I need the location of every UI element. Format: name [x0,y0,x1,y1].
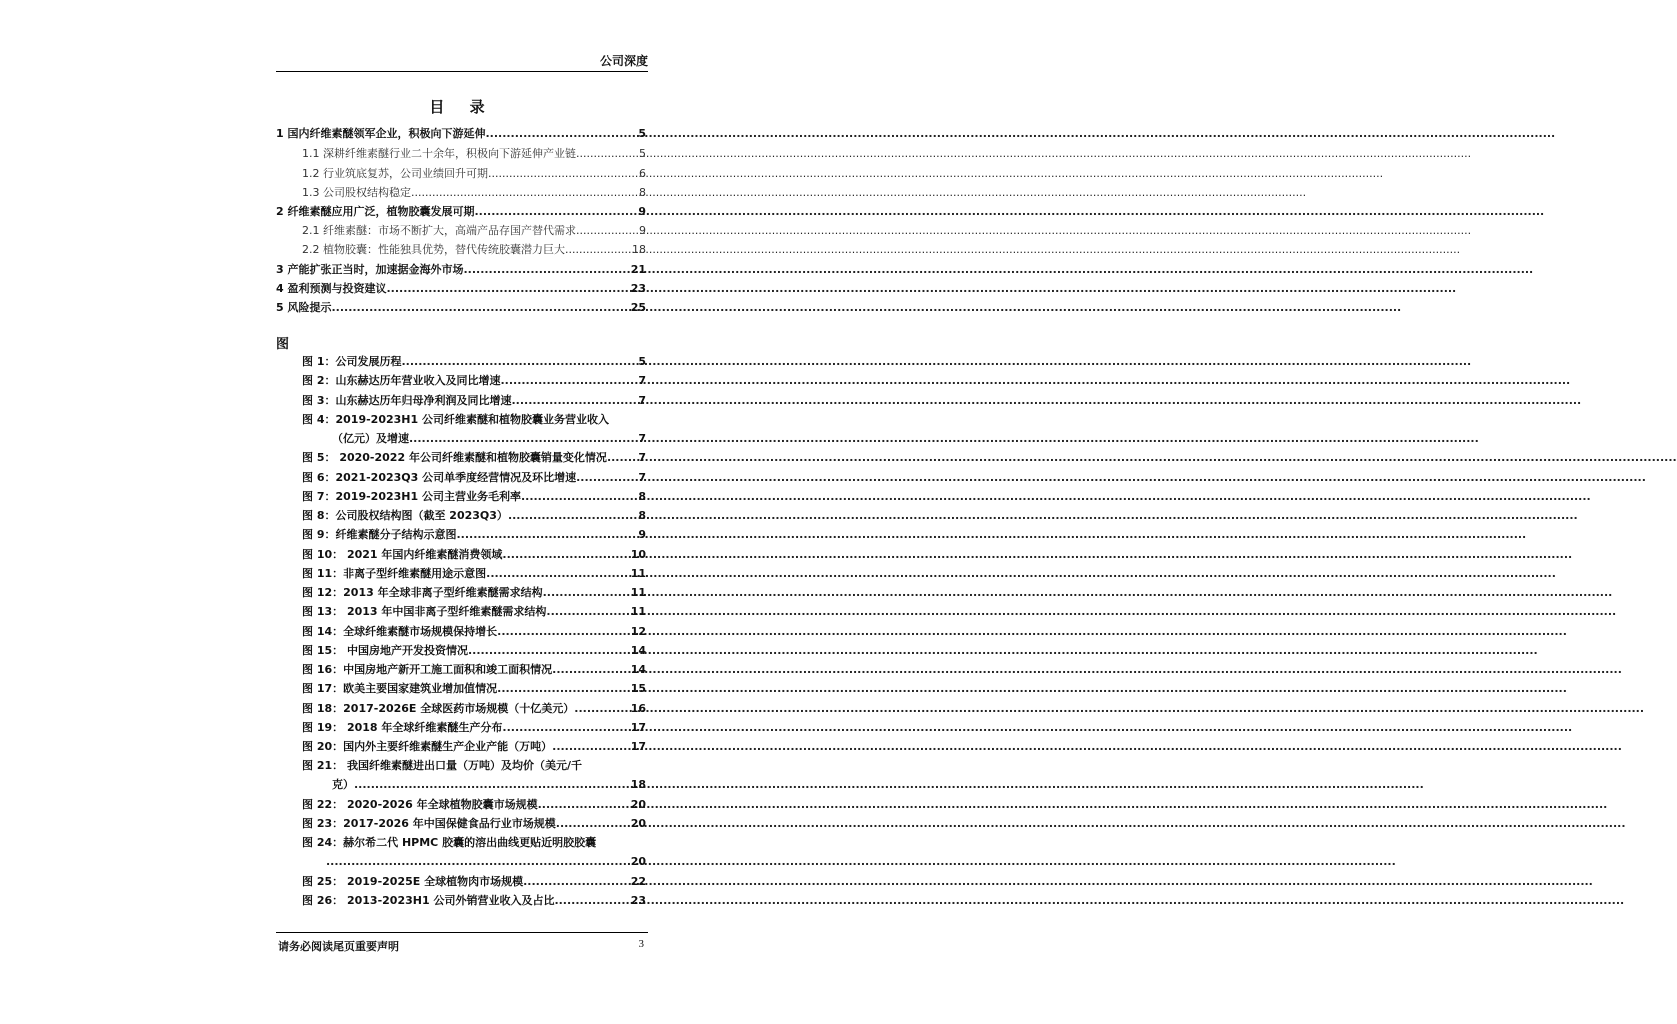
leader-dots [552,662,630,678]
figure-entry[interactable] [302,874,646,890]
header-divider [276,71,648,72]
figure-entry-label: 图 14：全球纤维素醚市场规模保持增长 [302,625,498,638]
figure-entry[interactable] [302,701,646,717]
figure-entry[interactable] [302,604,646,620]
leader-dots [386,281,629,297]
toc-entry-page: 5 [638,127,646,140]
toc-entry-page: 25 [630,301,646,314]
toc-entry[interactable] [302,166,646,182]
figure-entry[interactable] [302,643,646,659]
figure-entry-label: 图 16：中国房地产新开工施工面积和竣工面积情况 [302,663,553,676]
figure-entry-page: 11 [630,605,646,618]
toc-entry-page: 23 [630,282,646,295]
leader-dots [497,681,630,697]
toc-entry-label: 5 风险提示 [276,301,332,314]
toc-entry[interactable] [302,223,646,239]
figure-entry-page: 11 [630,586,646,599]
leader-dots [607,450,637,466]
figure-entry-page: 10 [630,548,646,561]
leader-dots [497,624,630,640]
figure-entry[interactable] [302,527,646,543]
figure-entry-page: 23 [630,894,646,907]
figure-entry-label[interactable]: 图 24：赫尔希二代 HPMC 胶囊的溶出曲线更贴近明胶胶囊 [302,836,597,849]
leader-dots [523,874,630,890]
figure-entry-label: 图 9：纤维素醚分子结构示意图 [302,528,457,541]
leader-dots [552,739,630,755]
leader-dots [456,527,637,543]
figure-entry[interactable] [302,585,646,601]
figure-entry-label: 图 6：2021-2023Q3 公司单季度经营情况及环比增速 [302,471,577,484]
figure-entry-label: 图 1：公司发展历程 [302,355,402,368]
figure-entry-label[interactable]: 图 4：2019-2023H1 公司纤维素醚和植物胶囊业务营业收入 [302,413,609,426]
toc-entry[interactable] [276,204,646,220]
leader-dots [500,373,637,389]
toc-entry[interactable] [276,300,646,316]
figure-entry[interactable] [302,739,646,755]
figure-entry-page: 14 [630,644,646,657]
figure-entry-page: 17 [630,740,646,753]
figure-entry-label-cont: 克） [332,778,354,791]
figure-entry-page: 14 [630,663,646,676]
toc-entry-label: 2.1 纤维素醚：市场不断扩大，高端产品存国产替代需求 [302,224,576,237]
toc-entry-page: 9 [639,224,646,237]
figure-entry[interactable] [302,547,646,563]
leader-dots [409,431,637,447]
figure-entry-page: 8 [638,509,646,522]
leader-dots [546,604,629,620]
figure-entry-label-cont: （亿元）及增速 [332,432,409,445]
figure-entry-label: 图 25： 2019-2025E 全球植物肉市场规模 [302,875,524,888]
leader-dots [474,204,637,220]
figure-entry-page: 20 [630,817,646,830]
toc-entry[interactable] [276,262,646,278]
leader-dots [331,300,629,316]
toc-entry[interactable] [302,146,646,162]
toc-entry[interactable] [302,242,646,258]
toc-entry-page: 18 [632,243,646,256]
figure-entry-page: 7 [638,451,646,464]
figure-entry-label: 图 23：2017-2026 年中国保健食品行业市场规模 [302,817,556,830]
leader-dots [556,816,630,832]
toc-entry-label: 1 国内纤维素醚领军企业，积极向下游延伸 [276,127,486,140]
toc-entry-page: 21 [630,263,646,276]
figure-entry[interactable] [332,777,646,793]
figure-entry[interactable] [302,393,646,409]
toc-entry-page: 8 [639,186,646,199]
figure-entry-page: 22 [630,875,646,888]
report-type-label: 公司深度 [599,54,648,68]
figure-entry-label[interactable]: 图 21： 我国纤维素醚进出口量（万吨）及均价（美元/千 [302,759,582,772]
leader-dots [463,262,629,278]
leader-dots [401,354,637,370]
figure-entry[interactable] [302,624,646,640]
figure-entry-page: 7 [638,471,646,484]
figure-entry[interactable] [302,893,646,909]
figure-entry[interactable] [332,431,646,447]
toc-entry[interactable] [302,185,646,201]
figure-entry[interactable] [302,566,646,582]
figure-entry-label: 图 5： 2020-2022 年公司纤维素醚和植物胶囊销量变化情况 [302,451,607,464]
figure-entry-page: 20 [630,798,646,811]
figure-entry-page: 7 [638,374,646,387]
figure-entry-label: 图 10： 2021 年国内纤维素醚消费领域 [302,548,503,561]
figure-entry[interactable] [302,816,646,832]
leader-dots [508,508,637,524]
toc-entry[interactable] [276,281,646,297]
figure-entry-page: 15 [630,682,646,695]
figure-entry-label: 图 22： 2020-2026 年全球植物胶囊市场规模 [302,798,538,811]
toc-entry-label: 2.2 植物胶囊：性能独具优势，替代传统胶囊潜力巨大 [302,243,565,256]
figures-heading: 图 [276,337,290,352]
figure-entry[interactable] [302,662,646,678]
figure-entry-label: 图 19： 2018 年全球纤维素醚生产分布 [302,721,503,734]
figure-entry-page: 17 [630,721,646,734]
leader-dots [574,701,629,717]
toc-entry-label: 1.2 行业筑底复苏，公司业绩回升可期 [302,167,488,180]
figure-entry[interactable] [302,450,646,466]
leader-dots [565,242,631,258]
toc-entry-label: 1.1 深耕纤维素醚行业二十余年，积极向下游延伸产业链 [302,147,576,160]
toc-entry[interactable] [276,126,646,142]
figure-entry-label: 图 13： 2013 年中国非离子型纤维素醚需求结构 [302,605,547,618]
figure-entry-label: 图 17：欧美主要国家建筑业增加值情况 [302,682,498,695]
figure-entry[interactable] [302,373,646,389]
toc-entry-label: 2 纤维素醚应用广泛，植物胶囊发展可期 [276,205,475,218]
leader-dots [485,126,637,142]
footer-disclaimer: 请务必阅读尾页重要声明 [278,940,399,953]
page-title: 目 录 [429,98,495,116]
toc-entry-page: 6 [639,167,646,180]
toc-entry-label: 1.3 公司股权结构稳定 [302,186,411,199]
figure-entry-page: 9 [638,528,646,541]
figure-entry-page: 12 [630,625,646,638]
toc-entry-page: 9 [638,205,646,218]
toc-entry-label: 3 产能扩张正当时，加速据金海外市场 [276,263,464,276]
leader-dots [488,166,638,182]
figure-entry[interactable] [326,854,646,870]
leader-dots [411,185,638,201]
figure-entry[interactable] [302,720,646,736]
figure-entry[interactable] [302,681,646,697]
figure-entry-label: 图 3：山东赫达历年归母净利润及同比增速 [302,394,512,407]
leader-dots [538,797,630,813]
figure-entry[interactable] [302,797,646,813]
figure-entry-label: 图 20：国内外主要纤维素醚生产企业产能（万吨） [302,740,553,753]
leader-dots [468,643,630,659]
figure-entry-page: 7 [638,394,646,407]
figure-entry[interactable] [302,508,646,524]
figure-entry-page: 5 [638,355,646,368]
figure-entry-page: 18 [630,778,646,791]
figure-entry[interactable] [302,470,646,486]
figure-entry-page: 16 [630,702,646,715]
figure-entry[interactable] [302,354,646,370]
figure-entry-label: 图 12：2013 年全球非离子型纤维素醚需求结构 [302,586,543,599]
leader-dots [502,547,629,563]
page-number: 3 [638,938,644,950]
figure-entry-label: 图 26： 2013-2023H1 公司外销营业收入及占比 [302,894,555,907]
figure-entry[interactable] [302,489,646,505]
leader-dots [326,854,630,870]
leader-dots [554,893,629,909]
figure-entry-page: 20 [630,855,646,868]
figure-entry-label: 图 11：非离子型纤维素醚用途示意图 [302,567,487,580]
figure-entry-label: 图 7：2019-2023H1 公司主营业务毛利率 [302,490,521,503]
figure-entry-page: 8 [638,490,646,503]
toc-entry-label: 4 盈利预测与投资建议 [276,282,387,295]
leader-dots [521,489,637,505]
leader-dots [354,777,630,793]
figure-entry-page: 7 [638,432,646,445]
leader-dots [576,146,638,162]
leader-dots [511,393,637,409]
figure-entry-page: 11 [630,567,646,580]
figure-entry-label: 图 15： 中国房地产开发投资情况 [302,644,468,657]
leader-dots [576,470,637,486]
toc-entry-page: 5 [639,147,646,160]
leader-dots [576,223,638,239]
leader-dots [486,566,630,582]
figure-entry-label: 图 18：2017-2026E 全球医药市场规模（十亿美元） [302,702,575,715]
leader-dots [502,720,629,736]
footer-divider [276,932,648,933]
figure-entry-label: 图 8：公司股权结构图（截至 2023Q3） [302,509,508,522]
leader-dots [543,585,630,601]
figure-entry-label: 图 2：山东赫达历年营业收入及同比增速 [302,374,501,387]
